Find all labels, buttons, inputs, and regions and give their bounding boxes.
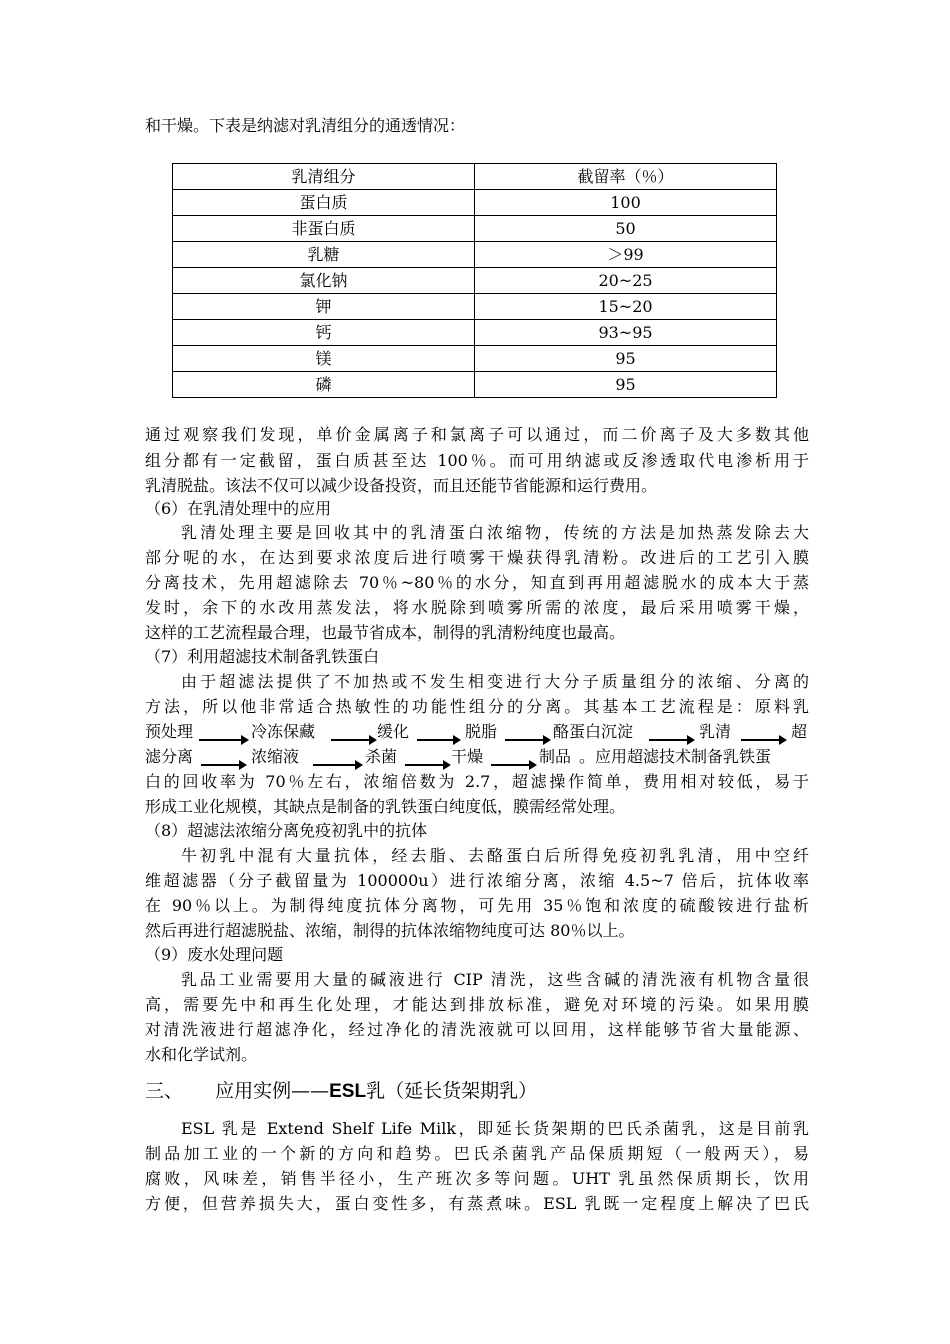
table-header-row: [173, 164, 777, 190]
table-cell: 93~95: [475, 320, 777, 346]
flow-step: 制品: [539, 747, 572, 766]
arrow-right-icon: [197, 719, 249, 745]
flow-step: 干燥: [451, 747, 484, 766]
flow-step: 浓缩液: [251, 747, 300, 766]
flow-step: 超: [791, 722, 808, 741]
paragraph-line: 乳品工业需要用大量的碱液进行 CIP 清洗，这些含碱的清洗液有机物含量很: [181, 970, 809, 989]
table-row: [173, 320, 777, 346]
arrow-right-icon: [647, 719, 695, 745]
flow-step: 乳清: [699, 722, 732, 741]
flow-step: 杀菌: [365, 747, 398, 766]
paragraph-line: 制品加工业的一个新的方向和趋势。巴氏杀菌乳产品保质期短（一般两天），易: [145, 1144, 809, 1163]
table-row: [173, 190, 777, 216]
table-cell: ＞99: [475, 242, 777, 268]
heading-number: 三、: [145, 1080, 184, 1102]
paragraph-line: 乳清脱盐。该法不仅可以减少设备投资，而且还能节省能源和运行费用。: [145, 476, 658, 495]
paragraph-line: 分离技术，先用超滤除去 70％~80％的水分，知直到再用超滤脱水的成本大于蒸: [145, 573, 809, 592]
flow-step: 缓化: [377, 722, 410, 741]
table-cell: 钾: [173, 294, 475, 320]
table-cell: 镁: [173, 346, 475, 372]
table-cell: 15~20: [475, 294, 777, 320]
paragraph-line: 在 90％以上。为制得纯度抗体分离物，可先用 35％饱和浓度的硫酸铵进行盐析: [145, 896, 809, 915]
table-row: [173, 216, 777, 242]
table-cell: 蛋白质: [173, 190, 475, 216]
table-row: [173, 242, 777, 268]
heading-title-pre: 应用实例——: [215, 1080, 330, 1102]
table-cell: 100: [475, 190, 777, 216]
arrow-right-icon: [329, 719, 377, 745]
heading-title-post: 乳（延长货架期乳）: [366, 1080, 538, 1102]
table-header-retention: 截留率（％）: [475, 164, 777, 190]
paragraph-line: 部分呢的水，在达到要求浓度后进行喷雾干燥获得乳清粉。改进后的工艺引入膜: [145, 548, 809, 567]
paragraph-line: 发时，余下的水改用蒸发法，将水脱除到喷雾所需的浓度，最后采用喷雾干燥，: [145, 598, 809, 617]
intro-line: 和干燥。下表是纳滤对乳清组分的通透情况：: [145, 116, 466, 135]
arrow-right-icon: [199, 744, 247, 770]
paragraph-line: 对清洗液进行超滤净化，经过净化的清洗液就可以回用，这样能够节省大量能源、: [145, 1020, 809, 1039]
section-9-title: （9）废水处理问题: [145, 945, 284, 964]
table-header-component: 乳清组分: [173, 164, 475, 190]
paragraph-line: 形成工业化规模，其缺点是制备的乳铁蛋白纯度低，膜需经常处理。: [145, 797, 626, 816]
paragraph-line: 白的回收率为 70％左右，浓缩倍数为 2.7，超滤操作简单，费用相对较低，易于: [145, 772, 809, 791]
section-7-title: （7）利用超滤技术制备乳铁蛋白: [145, 647, 380, 666]
table-cell: 乳糖: [173, 242, 475, 268]
table-row: [173, 294, 777, 320]
paragraph-line: ESL 乳是 Extend Shelf Life Milk，即延长货架期的巴氏杀菌乳，这是目前乳: [181, 1119, 809, 1138]
paragraph-line: 乳清处理主要是回收其中的乳清蛋白浓缩物，传统的方法是加热蒸发除去大: [181, 523, 809, 542]
paragraph-line: 方便，但营养损失大，蛋白变性多，有蒸煮味。ESL 乳既一定程度上解决了巴氏: [145, 1194, 809, 1213]
flow-step: 脱脂: [465, 722, 498, 741]
paragraph-line: 牛初乳中混有大量抗体，经去脂、去酪蛋白后所得免疫初乳乳清，用中空纤: [181, 846, 809, 865]
table-cell: 磷: [173, 372, 475, 398]
flow-tail: 。应用超滤技术制备乳铁蛋: [579, 747, 772, 766]
paragraph-line: 高，需要先中和再生化处理，才能达到排放标准，避免对环境的污染。如果用膜: [145, 995, 809, 1014]
table-cell: 50: [475, 216, 777, 242]
section-8-title: （8）超滤法浓缩分离免疫初乳中的抗体: [145, 821, 428, 840]
arrow-right-icon: [415, 719, 461, 745]
table-cell: 氯化钠: [173, 268, 475, 294]
table-row: [173, 372, 777, 398]
paragraph-line: 维超滤器（分子截留量为 100000u）进行浓缩分离，浓缩 4.5~7 倍后，抗体收率: [145, 871, 809, 890]
section-6-title: （6）在乳清处理中的应用: [145, 499, 332, 518]
heading-title-bold: ESL: [329, 1081, 367, 1102]
table-row: [173, 346, 777, 372]
section-3-heading: [145, 1076, 537, 1107]
flow-step: 酪蛋白沉淀: [553, 722, 634, 741]
retention-table: [172, 163, 777, 398]
table-cell: 95: [475, 346, 777, 372]
table-cell: 20~25: [475, 268, 777, 294]
process-flow-line-1: [145, 719, 809, 745]
paragraph-line: 组分都有一定截留，蛋白质甚至达 100％。而可用纳滤或反渗透取代电渗析用于: [145, 451, 809, 470]
table-row: [173, 268, 777, 294]
table-cell: 钙: [173, 320, 475, 346]
table-cell: 95: [475, 372, 777, 398]
flow-step: 预处理: [145, 722, 194, 741]
arrow-right-icon: [503, 719, 551, 745]
paragraph-line: 由于超滤法提供了不加热或不发生相变进行大分子质量组分的浓缩、分离的: [181, 672, 809, 691]
arrow-right-icon: [311, 744, 363, 770]
paragraph-line: 然后再进行超滤脱盐、浓缩，制得的抗体浓缩物纯度可达 80％以上。: [145, 921, 635, 940]
table-cell: 非蛋白质: [173, 216, 475, 242]
arrow-right-icon: [739, 719, 787, 745]
arrow-right-icon: [489, 744, 537, 770]
arrow-right-icon: [403, 744, 451, 770]
flow-step: 冷冻保藏: [251, 722, 316, 741]
paragraph-line: 通过观察我们发现，单价金属离子和氯离子可以通过，而二价离子及大多数其他: [145, 425, 809, 444]
paragraph-line: 水和化学试剂。: [145, 1045, 258, 1064]
process-flow-line-2: [145, 744, 809, 770]
paragraph-line: 腐败，风味差，销售半径小，生产班次多等问题。UHT 乳虽然保质期长，饮用: [145, 1169, 809, 1188]
flow-step: 滤分离: [145, 747, 194, 766]
paragraph-line: 方法，所以他非常适合热敏性的功能性组分的分离。其基本工艺流程是：原料乳: [145, 697, 809, 716]
paragraph-line: 这样的工艺流程最合理，也最节省成本，制得的乳清粉纯度也最高。: [145, 623, 626, 642]
